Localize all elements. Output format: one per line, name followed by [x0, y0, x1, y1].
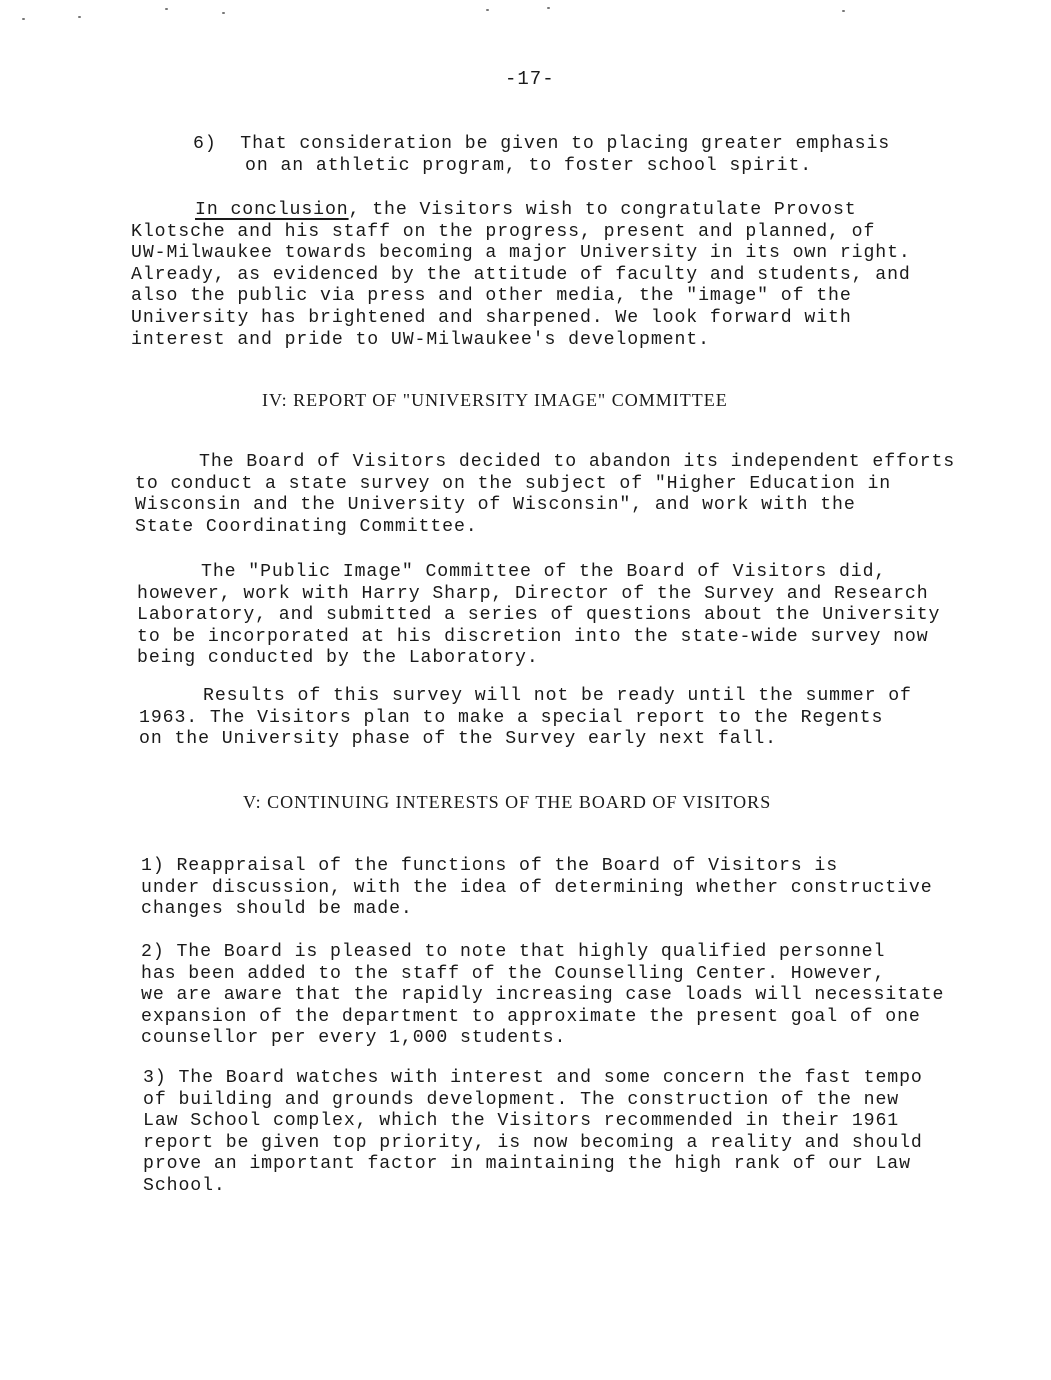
- conclusion-line: UW-Milwaukee towards becoming a major University in its own right.: [131, 243, 911, 264]
- item-6-marker: 6): [193, 134, 217, 154]
- conclusion-paragraph: [131, 200, 911, 351]
- scan-speck: [486, 9, 489, 11]
- paragraph-line: School.: [143, 1175, 226, 1196]
- section-iv-paragraph-3: [139, 686, 912, 751]
- scan-speck: [165, 8, 168, 10]
- paragraph-line: under discussion, with the idea of determining whether constructive: [141, 877, 933, 898]
- paragraph-line: Wisconsin and the University of Wisconsin", and work with the: [135, 495, 856, 516]
- paragraph-line: changes should be made.: [141, 899, 413, 920]
- paragraph-line: prove an important factor in maintaining the high rank of our Law: [143, 1154, 911, 1175]
- paragraph-line: expansion of the department to approximate the present goal of one: [141, 1006, 921, 1027]
- section-iv-paragraph-2: [137, 562, 940, 670]
- scan-speck: [222, 12, 225, 14]
- scan-speck: [78, 16, 81, 18]
- scan-speck: [547, 7, 550, 9]
- item-6: [193, 134, 890, 177]
- paragraph-line: counsellor per every 1,000 students.: [141, 1028, 567, 1049]
- paragraph-line: State Coordinating Committee.: [135, 516, 478, 537]
- paragraph-line: report be given top priority, is now becoming a reality and should: [143, 1132, 923, 1153]
- item-6-line: on an athletic program, to foster school spirit.: [245, 155, 813, 176]
- paragraph-line: The "Public Image" Committee of the Board of Visitors did,: [201, 562, 887, 582]
- conclusion-line: also the public via press and other media, the "image" of the: [131, 286, 852, 307]
- paragraph-line: Laboratory, and submitted a series of questions about the University: [137, 605, 941, 626]
- paragraph-line: to be incorporated at his discretion into the state-wide survey now: [137, 626, 929, 647]
- paragraph-line: 1963. The Visitors plan to make a special report to the Regents: [139, 707, 884, 728]
- conclusion-line: interest and pride to UW-Milwaukee's development.: [131, 329, 710, 350]
- section-v-item-1: [141, 856, 933, 921]
- section-iv-paragraph-1: [135, 452, 955, 538]
- paragraph-line: has been added to the staff of the Counselling Center. However,: [141, 963, 886, 984]
- section-iv-heading: IV: REPORT OF "UNIVERSITY IMAGE" COMMITTEE: [262, 390, 728, 410]
- paragraph-line: 2) The Board is pleased to note that highly qualified personnel: [141, 942, 886, 962]
- paragraph-line: on the University phase of the Survey early next fall.: [139, 729, 777, 750]
- paragraph-line: however, work with Harry Sharp, Director of the Survey and Research: [137, 583, 929, 604]
- paragraph-line: 1) Reappraisal of the functions of the Board of Visitors is: [141, 856, 839, 876]
- paragraph-line: Law School complex, which the Visitors recommended in their 1961: [143, 1111, 900, 1132]
- paragraph-line: we are aware that the rapidly increasing case loads will necessitate: [141, 985, 945, 1006]
- paragraph-line: being conducted by the Laboratory.: [137, 648, 539, 669]
- scan-speck: [22, 18, 25, 20]
- paragraph-line: of building and grounds development. The construction of the new: [143, 1089, 900, 1110]
- paragraph-line: to conduct a state survey on the subject of "Higher Education in: [135, 473, 892, 494]
- section-v-item-3: [143, 1068, 923, 1198]
- scan-speck: [842, 10, 845, 12]
- conclusion-lead: In conclusion: [195, 200, 349, 220]
- conclusion-line: Already, as evidenced by the attitude of faculty and students, and: [131, 264, 911, 285]
- item-6-line: 6) That consideration be given to placing greater emphasis: [193, 134, 891, 154]
- conclusion-line: Klotsche and his staff on the progress, present and planned, of: [131, 221, 876, 242]
- conclusion-line: University has brightened and sharpened. We look forward with: [131, 307, 852, 328]
- paragraph-line: Results of this survey will not be ready until the summer of: [203, 686, 912, 706]
- conclusion-line: In conclusion, the Visitors wish to congratulate Provost: [195, 200, 857, 220]
- page-number: -17-: [505, 68, 555, 90]
- paragraph-line: 3) The Board watches with interest and some concern the fast tempo: [143, 1068, 923, 1088]
- paragraph-line: The Board of Visitors decided to abandon its independent efforts: [199, 452, 956, 472]
- section-v-heading: V: CONTINUING INTERESTS OF THE BOARD OF VISITORS: [243, 792, 772, 812]
- section-v-item-2: [141, 942, 944, 1050]
